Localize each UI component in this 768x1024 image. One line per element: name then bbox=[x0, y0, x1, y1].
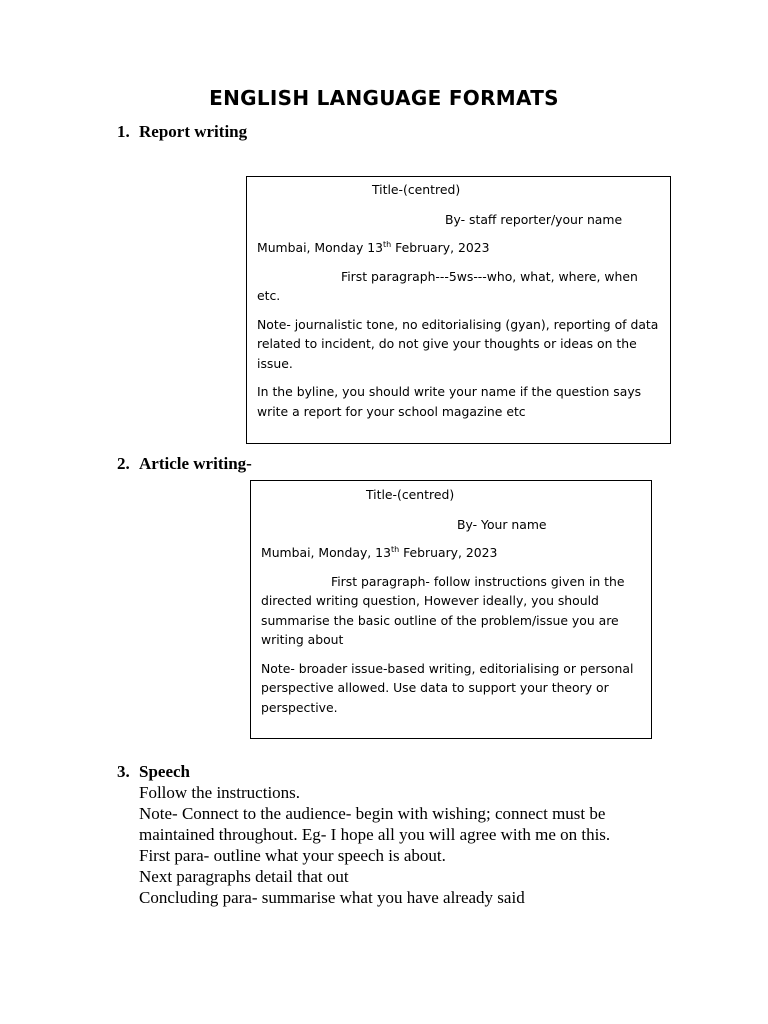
report-format-box bbox=[246, 176, 671, 444]
box-first-paragraph: First paragraph---5ws---who, what, where, when etc. bbox=[257, 268, 638, 303]
box-note: Note- broader issue-based writing, editorialising or personal perspective allowed. Use data to support your theory or perspective. bbox=[261, 660, 634, 715]
article-format-box bbox=[250, 480, 652, 739]
box-byline: By- Your name bbox=[457, 516, 547, 532]
box-dateline: Mumbai, Monday 13th February, 2023 bbox=[257, 239, 490, 255]
section-heading-report bbox=[117, 122, 247, 142]
box-dateline: Mumbai, Monday, 13th February, 2023 bbox=[261, 544, 498, 560]
box-byline: By- staff reporter/your name bbox=[445, 211, 623, 227]
speech-line: Next paragraphs detail that out bbox=[139, 867, 349, 886]
box-extra-note: In the byline, you should write your name if the question says write a report for your school magazine etc bbox=[257, 384, 642, 419]
speech-line: Concluding para- summarise what you have already said bbox=[139, 888, 525, 907]
speech-instructions bbox=[139, 782, 679, 908]
box-first-paragraph: First paragraph- follow instructions given in the directed writing question, However ideally, you should summarise the basic outline of the problem/issue you are writing about bbox=[261, 573, 625, 647]
page-title: ENGLISH LANGUAGE FORMATS bbox=[209, 86, 559, 110]
speech-line: Note- Connect to the audience- begin with wishing; connect must be maintained throughout. Eg- I hope all you will agree with me on this. bbox=[139, 804, 611, 844]
section-title: Report writing bbox=[139, 122, 248, 141]
section-title: Speech bbox=[139, 762, 190, 781]
speech-line: First para- outline what your speech is about. bbox=[139, 846, 446, 865]
section-number: 1. bbox=[117, 122, 130, 141]
section-heading-article bbox=[117, 454, 252, 474]
section-heading-speech bbox=[117, 762, 190, 782]
section-number: 2. bbox=[117, 454, 130, 473]
speech-line: Follow the instructions. bbox=[139, 783, 301, 802]
box-title-line: Title-(centred) bbox=[372, 182, 461, 197]
section-title: Article writing- bbox=[139, 454, 252, 473]
box-title-line: Title-(centred) bbox=[366, 487, 455, 502]
section-number: 3. bbox=[117, 762, 130, 781]
box-note: Note- journalistic tone, no editorialising (gyan), reporting of data related to incident, do not give your thoughts or ideas on the issue. bbox=[257, 316, 659, 371]
